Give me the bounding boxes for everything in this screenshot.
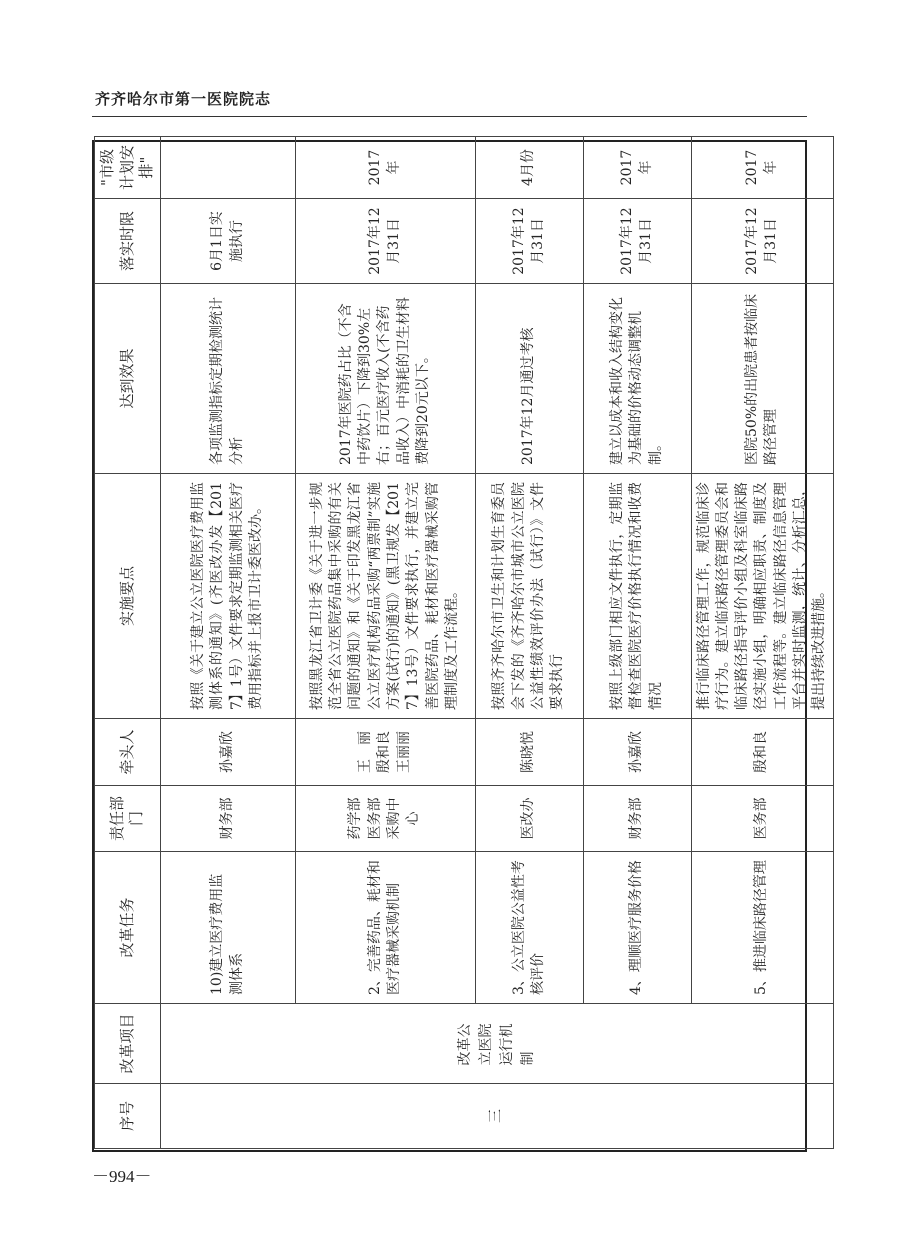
- header-rule: [92, 116, 807, 117]
- effect-cell: 医院50%的出院患者按临床路径管理: [691, 284, 833, 474]
- plan-cell: 4月份: [475, 137, 583, 199]
- page-header-title: 齐齐哈尔市第一医院院志: [95, 90, 272, 108]
- task-cell: 4、理顺医疗服务价格: [583, 852, 691, 1004]
- task-cell: 5、推进临床路径管理: [691, 852, 833, 1004]
- table-row: [583, 137, 691, 1149]
- reform-table: [94, 136, 834, 1149]
- deadline-cell: 2017年12月31日: [475, 199, 583, 284]
- lead-cell: 孙嘉欣: [160, 719, 295, 786]
- deadline-cell: 2017年12月31日: [583, 199, 691, 284]
- table-row: [295, 137, 475, 1149]
- table-row: [691, 137, 833, 1149]
- task-cell: 2、完善药品、耗材和医疗器械采购机制: [295, 852, 475, 1004]
- plan-cell: 2017年: [583, 137, 691, 199]
- header-unit: 责任部门: [95, 786, 161, 852]
- lead-cell: 殷和良: [691, 719, 833, 786]
- points-cell: 按照齐齐哈尔市卫生和计划生育委员会下发的《齐齐哈尔市城市公立医院公益性绩效评价办法（试行）》文件要求执行: [475, 474, 583, 719]
- project-text: 改革公立医院运行机制: [456, 1023, 536, 1066]
- table-row: [475, 137, 583, 1149]
- header-seq: 序号: [95, 1084, 161, 1149]
- project-cell: [160, 1004, 833, 1084]
- unit-cell: 医改办: [475, 786, 583, 852]
- header-points: 实施要点: [95, 474, 161, 719]
- unit-cell: 财务部: [583, 786, 691, 852]
- unit-cell: 医务部: [691, 786, 833, 852]
- page-number: －994－: [92, 1167, 152, 1186]
- effect-cell: 各项监测指标定期检测统计分析: [160, 284, 295, 474]
- task-cell: 10)建立医疗费用监测体系: [160, 852, 295, 1004]
- lead-cell: 孙嘉欣: [583, 719, 691, 786]
- points-cell: 按照黑龙江省卫计委《关于进一步规范全省公立医院药品集中采购的有关问题的通知》和《关于印发黑龙江省公立医疗机构药品采购“两票制”实施方案(试行)的通知》(黑卫规发【2017】13号）文件要求执行，并建立完善医院药品、耗材和医疗器械采购管理制度及工作流程。: [295, 474, 475, 719]
- deadline-cell: 2017年12月31日: [295, 199, 475, 284]
- unit-cell: 财务部: [160, 786, 295, 852]
- points-cell: 按照《关于建立公立医院医疗费用监测体系的通知》(齐医改办发【2017】1号）文件要求定期监测相关医疗费用指标并上报市卫计委医改办。: [160, 474, 295, 719]
- plan-cell: 2017年: [295, 137, 475, 199]
- deadline-cell: 6月1日实施执行: [160, 199, 295, 284]
- effect-cell: 2017年医院药占比（不含中药饮片）下降到30%左右；百元医疗收入(不含药品收入）中消耗的卫生材料费降到20元以下。: [295, 284, 475, 474]
- plan-cell: [160, 137, 295, 199]
- effect-cell: 2017年12月通过考核: [475, 284, 583, 474]
- table-header-row: [95, 137, 161, 1149]
- unit-cell: 药学部医务部采购中心: [295, 786, 475, 852]
- seq-cell: 三: [160, 1084, 833, 1149]
- header-project: 改革项目: [95, 1004, 161, 1084]
- lead-cell: 王 丽 殷和良 王丽丽: [295, 719, 475, 786]
- header-effect: 达到效果: [95, 284, 161, 474]
- points-cell: 推行临床路径管理工作，规范临床诊疗行为。建立临床路径管理委员会和临床路径指导评价小组及科室临床路径实施小组，明确相应职责、制度及工作流程等。建立临床路径信息管理平台并实时监测，统计、分析汇总，提出持续改进措施。: [691, 474, 833, 719]
- header-plan: "市级计划安排": [95, 137, 161, 199]
- header-deadline: 落实时限: [95, 199, 161, 284]
- rotated-table-content: [94, 137, 828, 1149]
- plan-cell: 2017年: [691, 137, 833, 199]
- deadline-cell: 2017年12月31日: [691, 199, 833, 284]
- points-cell: 按照上级部门相应文件执行，定期监督检查医院医疗价格执行情况和收费情况: [583, 474, 691, 719]
- header-task: 改革任务: [95, 852, 161, 1004]
- rotated-table-frame: [92, 140, 828, 1152]
- header-lead: 牵头人: [95, 719, 161, 786]
- effect-cell: 建立以成本和收入结构变化为基础的价格动态调整机制。: [583, 284, 691, 474]
- table-row: [160, 137, 295, 1149]
- task-cell: 3、公立医院公益性考核评价: [475, 852, 583, 1004]
- lead-cell: 陈晓悦: [475, 719, 583, 786]
